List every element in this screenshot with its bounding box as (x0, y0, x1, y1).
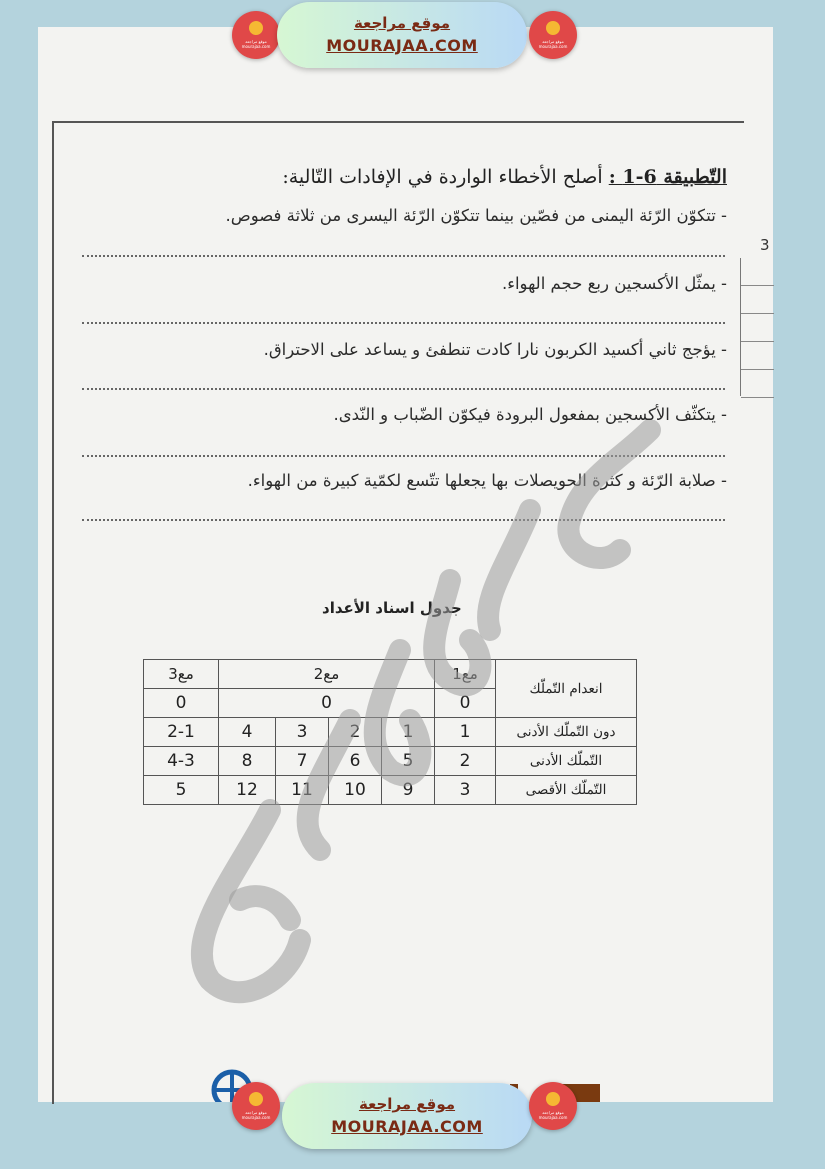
cell-m2: 10 (329, 776, 382, 805)
row-label: دون التّملّك الأدنى (496, 718, 637, 747)
cell-m2: 3 (276, 718, 329, 747)
cell-m2: 9 (382, 776, 435, 805)
cell-m2: 11 (276, 776, 329, 805)
logo-badge-right: موقع مراجعة mourajaa.com (529, 11, 577, 59)
cell-m2: 1 (382, 718, 435, 747)
header-m3: مع3 (144, 660, 219, 689)
statement-5: - صلابة الرّئة و كثرة الحويصلات بها يجعلها تتّسع لكمّية كبيرة من الهواء. (247, 471, 727, 490)
cell-m1: 1 (435, 718, 496, 747)
stub-number: 3 (760, 236, 770, 254)
cell-m1: 3 (435, 776, 496, 805)
cell-m1: 0 (435, 689, 496, 718)
cell-m2: 5 (382, 747, 435, 776)
adjacent-column-stub (740, 258, 774, 396)
cell-m3: 0 (144, 689, 219, 718)
site-banner-bottom[interactable] (282, 1083, 532, 1149)
exercise-heading (282, 166, 727, 188)
site-name-latin: MOURAJAA.COM (326, 36, 478, 55)
row-label: التّملّك الأقصى (496, 776, 637, 805)
statement-4: - يتكثّف الأكسجين بمفعول البرودة فيكوّن الضّباب و النّدى. (333, 405, 727, 424)
row-label: انعدام التّملّك (496, 660, 637, 718)
grading-table-title: جدول اسناد الأعداد (322, 599, 462, 617)
site-name-latin-bottom: MOURAJAA.COM (331, 1117, 483, 1136)
handwritten-watermark (150, 420, 710, 1020)
cell-m3: 4-3 (144, 747, 219, 776)
site-name-arabic-bottom: موقع مراجعة (358, 1095, 456, 1113)
logo-badge-left: موقع مراجعة mourajaa.com (232, 11, 280, 59)
header-m2: مع2 (219, 660, 435, 689)
cell-m2: 4 (219, 718, 276, 747)
row-label: التّملّك الأدنى (496, 747, 637, 776)
cell-m2: 0 (219, 689, 435, 718)
logo-badge-right-bottom: موقع مراجعة mourajaa.com (529, 1082, 577, 1130)
site-banner-top[interactable] (277, 2, 527, 68)
answer-line-3 (82, 388, 725, 390)
cell-m2: 6 (329, 747, 382, 776)
answer-line-2 (82, 322, 725, 324)
cell-m3: 5 (144, 776, 219, 805)
cell-m3: 2-1 (144, 718, 219, 747)
cell-m2: 7 (276, 747, 329, 776)
exercise-instruction: أصلح الأخطاء الواردة في الإفادات التّالية: (282, 166, 603, 188)
cell-m1: 2 (435, 747, 496, 776)
header-m1: مع1 (435, 660, 496, 689)
statement-1: - تتكوّن الرّئة اليمنى من فصّين بينما تتكوّن الرّئة اليسرى من ثلاثة فصوص. (225, 206, 727, 225)
cell-m2: 8 (219, 747, 276, 776)
site-name-arabic: موقع مراجعة (353, 14, 451, 32)
cell-m2: 12 (219, 776, 276, 805)
answer-line-1 (82, 255, 725, 257)
cell-m2: 2 (329, 718, 382, 747)
exercise-number: التّطبيقة 6-1 : (608, 166, 727, 188)
logo-badge-left-bottom: موقع مراجعة mourajaa.com (232, 1082, 280, 1130)
statement-3: - يؤجج ثاني أكسيد الكربون نارا كادت تنطفئ و يساعد على الاحتراق. (263, 340, 727, 359)
statement-2: - يمثّل الأكسجين ربع حجم الهواء. (501, 274, 727, 293)
